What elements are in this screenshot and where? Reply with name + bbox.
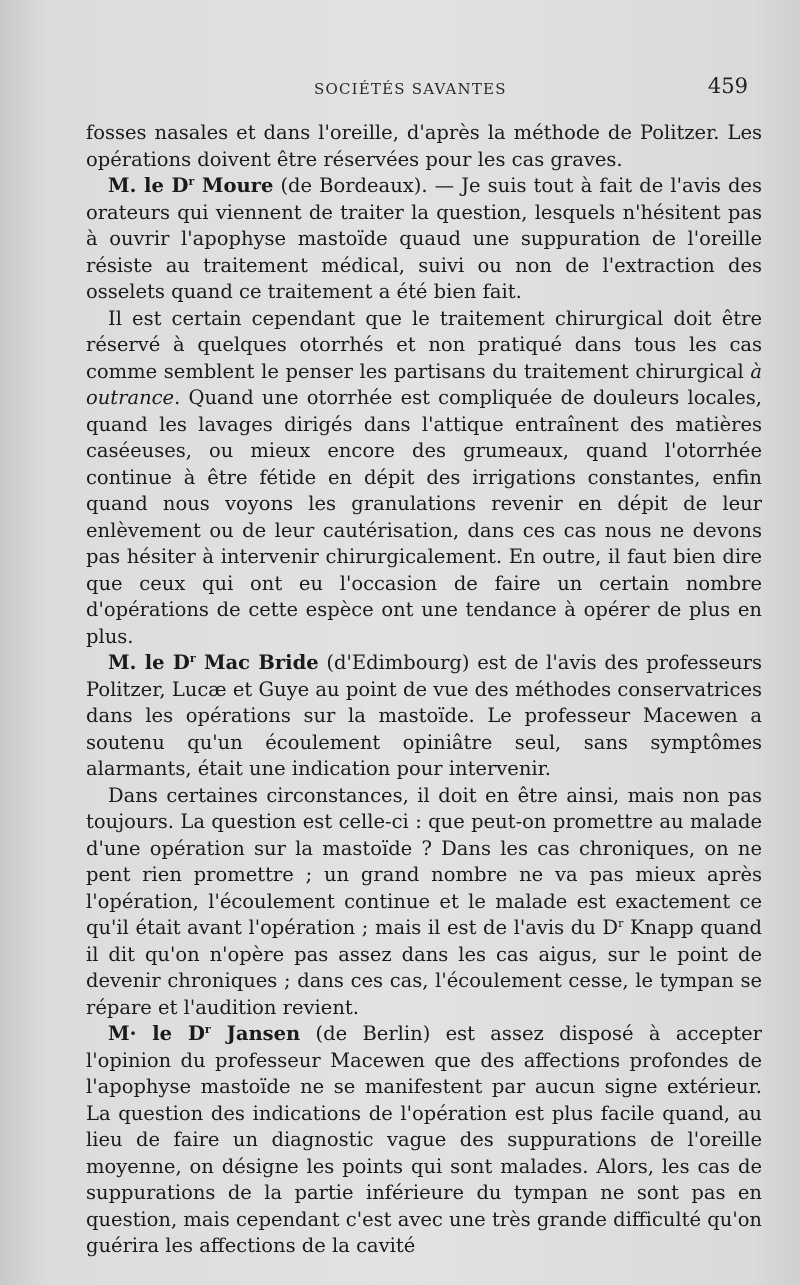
paragraph — [86, 173, 762, 306]
running-head: SOCIÉTÉS SAVANTES — [314, 80, 507, 98]
speaker-surname: Jansen — [210, 1022, 301, 1045]
emphasis-text: à outrance — [86, 359, 762, 409]
speaker-title: M. le D — [108, 174, 189, 197]
page-header — [86, 74, 754, 104]
paragraph-text: (de Berlin) est assez disposé à accepter l'opinion du professeur Macewen que des affections profondes de l'apophyse mastoïde ne se manifestent par aucun signe extérieur. La question des indications de l'opération est plus facile quand, au lieu de faire un diagnostic vague des suppurations de l'oreille moyenne, on désigne les points qui sont malades. Alors, les cas de suppurations de la partie inférieure du tympan ne sont pas en question, mais cependant c'est avec une très grande difficulté qu'on guérira les affections de la cavité — [86, 1022, 763, 1257]
speaker-title: M. le D — [108, 651, 190, 674]
speaker-name — [108, 1022, 300, 1045]
paragraph — [86, 783, 762, 1022]
body-text — [86, 120, 762, 1260]
superscript: r — [189, 652, 196, 665]
speaker-surname: Mac Bride — [195, 651, 319, 674]
speaker-title: M· le D — [108, 1022, 205, 1045]
page-number: 459 — [707, 74, 748, 98]
paragraph-text: fosses nasales et dans l'oreille, d'après la méthode de Politzer. Les opérations doivent être réservées pour les cas graves. — [86, 121, 762, 171]
superscript: r — [188, 175, 195, 188]
speaker-surname: Moure — [194, 174, 274, 197]
speaker-name — [108, 174, 273, 197]
superscript: r — [204, 1023, 211, 1036]
superscript: r — [618, 917, 624, 930]
paragraph-text: . Quand une otorrhée est compliquée de douleurs locales, quand les lavages dirigés dans l'attique entraînent des matières caséeuses, ou mieux encore des grumeaux, quand l'otorrhée continue à être fétide en dépit des irrigations constantes, enfin quand nous voyons les granulations revenir en dépit de leur enlèvement ou de leur cautérisation, dans ces cas nous ne devons pas hésiter à intervenir chirurgicalement. En outre, il faut bien dire que ceux qui ont eu l'occasion de faire un certain nombre d'opérations de cette espèce ont une tendance à opérer de plus en plus. — [86, 386, 762, 648]
paragraph — [86, 1021, 762, 1260]
paragraph — [86, 306, 762, 651]
paragraph-text: Il est certain cependant que le traitement chirurgical doit être réservé à quelques otorrhés et non pratiqué dans tous les cas comme semblent le penser les partisans du traitement chirurgical — [86, 306, 762, 383]
paragraph — [86, 650, 762, 783]
paragraph-text: Dans certaines circonstances, il doit en être ainsi, mais non pas toujours. La question est celle-ci : que peut-on promettre au malade d'une opération sur la mastoïde ? Dans les cas chroniques, on ne pent rien promettre ; un grand nombre ne va pas mieux après l'opération, l'écoulement continue et le malade est exactement ce qu'il était avant l'opération ; mais il est de l'avis du D — [86, 783, 762, 939]
paragraph — [86, 120, 762, 173]
speaker-name — [108, 651, 319, 674]
paragraph-text: (d'Edimbourg) est de l'avis des professeurs Politzer, Lucæ et Guye au point de vue des méthodes conservatrices dans les opérations sur la mastoïde. Le professeur Macewen a soutenu qu'un écoulement opiniâtre seul, sans symptômes alarmants, était une indication pour intervenir. — [86, 651, 762, 780]
paragraph-text: (de Bordeaux). — Je suis tout à fait de l'avis des orateurs qui viennent de traiter la question, lesquels n'hésitent pas à ouvrir l'apophyse mastoïde quaud une suppuration de l'oreille résiste au traitement médical, suivi ou non de l'extraction des osselets quand ce traitement a été bien fait. — [86, 174, 762, 303]
paragraph-text: Knapp quand il dit qu'on n'opère pas assez dans les cas aigus, sur le point de devenir chroniques ; dans ces cas, l'écoulement cesse, le tympan se répare et l'audition revient. — [86, 916, 762, 1019]
